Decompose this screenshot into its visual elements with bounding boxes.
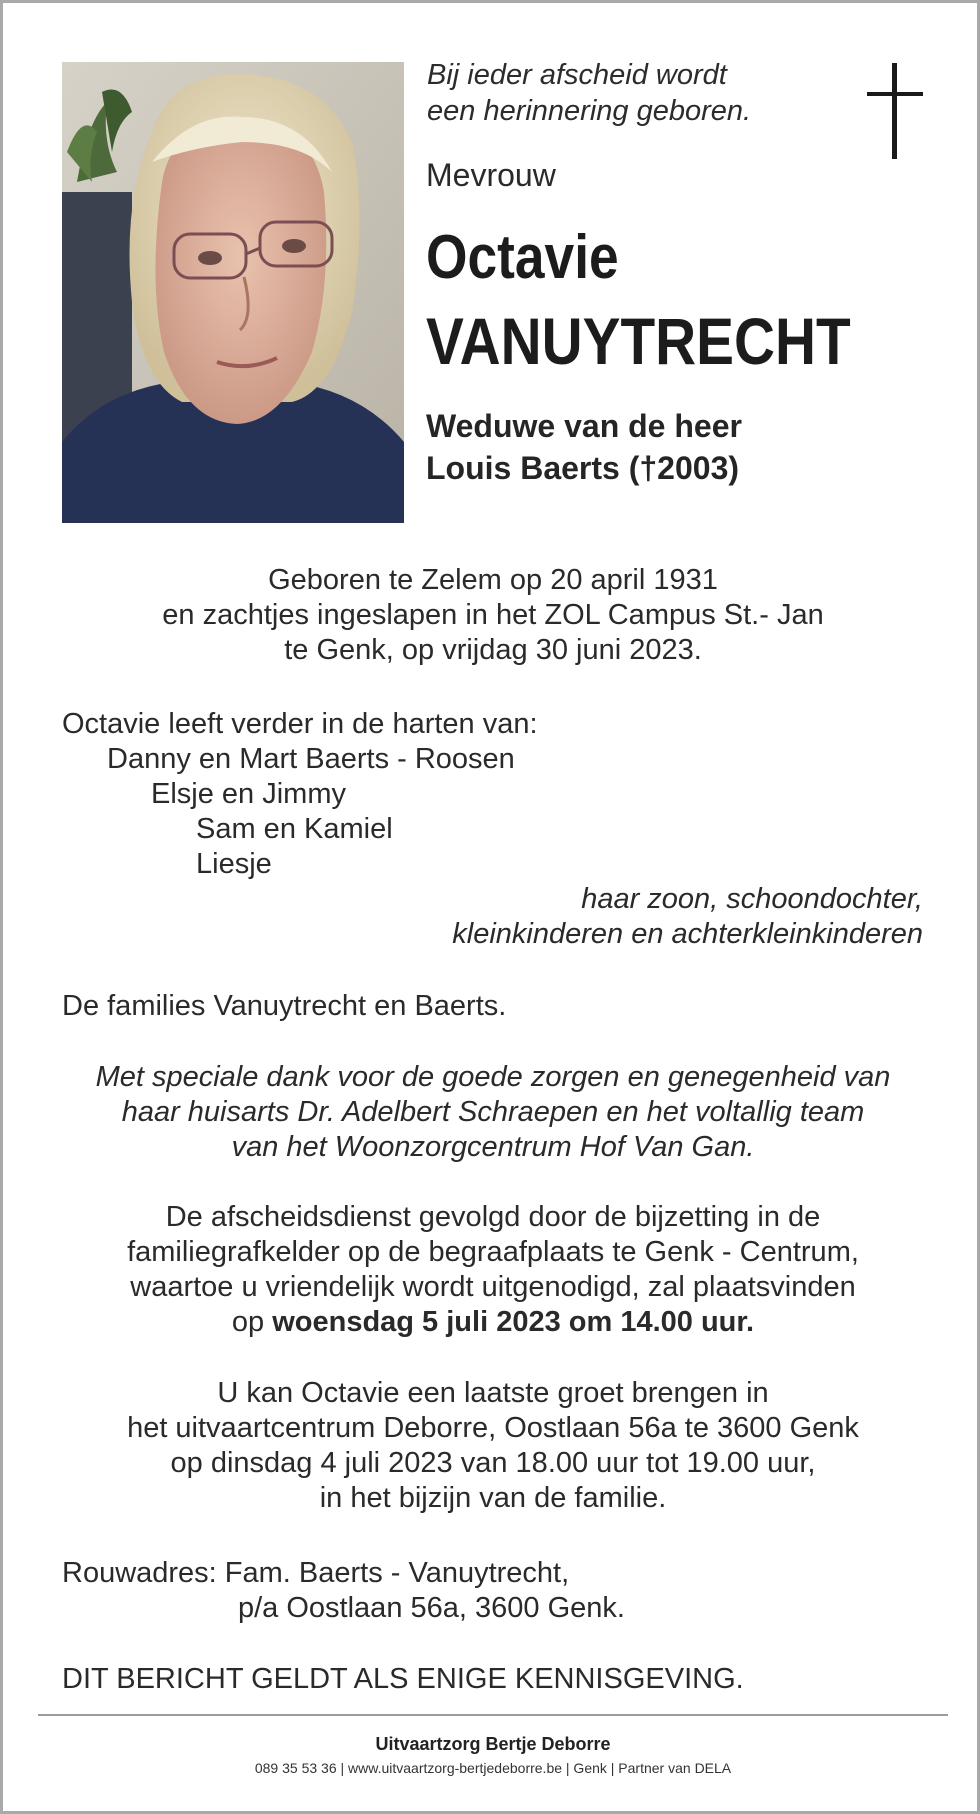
quote-line: een herinnering geboren. (427, 95, 752, 127)
birth-death-info (62, 563, 924, 668)
birth-line: Geboren te Zelem op 20 april 1931 (268, 564, 718, 596)
widow-statement (426, 405, 742, 489)
widow-line: Louis Baerts (†2003) (426, 450, 740, 486)
first-name: Octavie (426, 223, 619, 292)
funeral-company-contact: 089 35 53 36 | www.uitvaartzorg-bertjedeborre.be | Genk | Partner van DELA (254, 1760, 732, 1776)
visitation-info (62, 1376, 924, 1516)
visit-line: op dinsdag 4 juli 2023 van 18.00 uur tot 19.00 uur, (170, 1447, 816, 1479)
quote-line: Bij ieder afscheid wordt (427, 59, 727, 91)
visit-line: U kan Octavie een laatste groet brengen in (217, 1377, 769, 1409)
service-line: waartoe u vriendelijk wordt uitgenodigd, zal plaatsvinden (130, 1271, 856, 1303)
birth-line: en zachtjes ingeslapen in het ZOL Campus St.- Jan (162, 599, 824, 631)
thanks-line: van het Woonzorgcentrum Hof Van Gan. (231, 1131, 755, 1163)
family-member: Elsje en Jimmy (151, 778, 346, 810)
family-member: Liesje (196, 848, 272, 880)
thanks-text (62, 1060, 924, 1165)
family-intro: Octavie leeft verder in de harten van: (62, 708, 538, 740)
widow-line: Weduwe van de heer (426, 408, 742, 444)
service-date: woensdag 5 juli 2023 om 14.00 uur. (272, 1306, 755, 1338)
thanks-line: haar huisarts Dr. Adelbert Schraepen en het voltallig team (121, 1096, 865, 1128)
family-relation (403, 882, 923, 952)
visit-line: het uitvaartcentrum Deborre, Oostlaan 56a te 3600 Genk (127, 1412, 859, 1444)
relation-line: haar zoon, schoondochter, (581, 883, 923, 915)
service-date-prefix: op (231, 1306, 273, 1338)
service-date-line (62, 1305, 924, 1340)
portrait-photo (62, 62, 404, 523)
notice-text: DIT BERICHT GELDT ALS ENIGE KENNISGEVING. (62, 1663, 744, 1695)
birth-line: te Genk, op vrijdag 30 juni 2023. (284, 634, 702, 666)
families-line: De families Vanuytrecht en Baerts. (62, 990, 507, 1022)
service-info (62, 1200, 924, 1340)
mourning-address-line2: p/a Oostlaan 56a, 3600 Genk. (238, 1592, 625, 1624)
mourning-address-line1: Rouwadres: Fam. Baerts - Vanuytrecht, (62, 1557, 570, 1589)
footer-divider (38, 1714, 948, 1716)
title-mevrouw: Mevrouw (426, 157, 556, 193)
service-line: De afscheidsdienst gevolgd door de bijzetting in de (165, 1201, 821, 1233)
relation-line: kleinkinderen en achterkleinkinderen (452, 918, 923, 950)
family-member: Sam en Kamiel (196, 813, 393, 845)
visit-line: in het bijzijn van de familie. (319, 1482, 667, 1514)
thanks-line: Met speciale dank voor de goede zorgen en genegenheid van (95, 1061, 891, 1093)
memorial-quote (427, 57, 751, 129)
service-line: familiegrafkelder op de begraafplaats te Genk - Centrum, (127, 1236, 859, 1268)
last-name: VANUYTRECHT (426, 304, 851, 378)
funeral-company-name: Uitvaartzorg Bertje Deborre (375, 1734, 611, 1754)
family-member: Danny en Mart Baerts - Roosen (107, 743, 515, 775)
cross-icon (867, 63, 923, 163)
